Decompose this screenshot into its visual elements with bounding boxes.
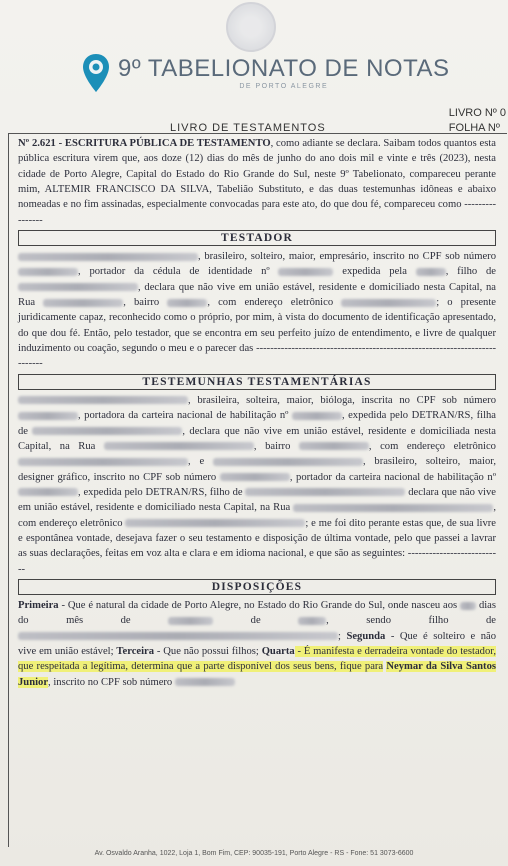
redacted-issuer: [416, 268, 446, 276]
redacted-heir-cpf: [175, 678, 235, 686]
redacted-witness1-street: [104, 442, 254, 450]
notary-logo: [82, 46, 449, 100]
redacted-witness1-parents: [32, 427, 182, 435]
clause-segunda: Segunda: [346, 630, 386, 642]
redacted-street: [43, 299, 123, 307]
highlighted-bequest: - É manifesta e derradeira vontade do testador, que respeitada a legítima, determina que a parte disponível dos seus bens, fique para: [18, 645, 496, 673]
redacted-witness1-name: [18, 396, 188, 404]
redacted-testator-parents: [18, 632, 338, 640]
redacted-witness1-cnh: [292, 412, 342, 420]
redacted-name: [18, 253, 198, 261]
book-number: LIVRO Nº 0: [448, 107, 506, 119]
section-disposicoes: DISPOSIÇÕES: [18, 579, 496, 595]
testador-paragraph: , brasileiro, solteiro, maior, empresário, inscrito no CPF sob número , portador da cédula de identidade nº expedida pela , filho de , declara que não vive em união estável, residente e domiciliado nesta Capital, na Rua , bairro , com endereço eletrônico ; o presente juridicamente capaz, reconhecido como o próprio, por mim, à vista do documento de identificação apresentado, do que dou fé. Então, pelo testador, que se encontra em seu perfeito juízo de entendimento, e livre de qualquer induzimento ou coação, segundo o meu e o parecer das ---------------------------------------------------------------------------: [18, 251, 496, 370]
deed-text: [18, 136, 496, 690]
testemunhas-paragraph: , brasileira, solteira, maior, bióloga, inscrita no CPF sob número , portadora da carteira nacional de habilitação nº , expedida pelo DETRAN/RS, filha de , declara que não vive em união estável, residente e domiciliada nesta Capital, na Rua , bairro , com endereço eletrônico , e , brasileiro, solteiro, maior, designer gráfico, inscrito no CPF sob número , portador da carteira nacional de habilitação nº , expedida pelo DETRAN/RS, filho de declara que não vive em união estável, residente e domiciliado nesta Capital, na Rua , com endereço eletrônico ; e me foi dito perante estas que, de sua livre e espontânea vontade, desejava fazer o seu testamento e disposição de última vontade, pelo que passei a lavrar as suas declarações, feitas em voz alta e clara e em idioma nacional, e que são as seguintes: ---------------------------: [18, 394, 497, 575]
deed-number: Nº 2.621 - ESCRITURA PÚBLICA DE TESTAMENTO: [18, 138, 271, 149]
redacted-birth-day: [460, 602, 476, 610]
heir-name: Neymar da Silva Santos Junior: [18, 661, 496, 688]
redacted-id: [278, 268, 333, 276]
disposicoes-paragraph: Primeira - Que é natural da cidade de Porto Alegre, no Estado do Rio Grande do Sul, onde nasceu aos dias do mês de de , sendo filho de ; Segunda - Que é solteiro e não vive em união estável; Terceira - Que não possui filhos; Quarta - É manifesta e derradeira vontade do testador, que respeitada a legítima, determina que a parte disponível dos seus bens, fique para Neymar da Silva Santos Junior, inscrito no CPF sob número: [18, 599, 497, 688]
redacted-birth-month: [168, 617, 213, 625]
notary-name: 9º TABELIONATO DE NOTAS: [118, 54, 450, 82]
redacted-witness2-cnh: [18, 488, 78, 496]
book-sheet-numbers: [449, 106, 506, 136]
redacted-email: [341, 299, 436, 307]
redacted-birth-year: [298, 617, 326, 625]
clause-quarta: Quarta: [261, 645, 295, 657]
redacted-witness2-cpf: [220, 473, 290, 481]
coat-of-arms-seal: [226, 2, 276, 52]
redacted-witness1-cpf: [18, 412, 78, 420]
location-pin-icon: [82, 53, 110, 93]
redacted-district: [167, 299, 207, 307]
intro-paragraph: Nº 2.621 - ESCRITURA PÚBLICA DE TESTAMENTO, como adiante se declara. Saibam todos quantos esta pública escritura virem que, aos doze (12) dias do mês de junho do ano dois mil e vinte e três (2023), nesta cidade de Porto Alegre, Capital do Estado do Rio Grande do Sul, neste 9º Tabelionato, compareceu perante mim, ALTEMIR FRANCISCO DA SILVA, Tabelião Substituto, e das duas testemunhas idôneas e abaixo nomeadas e no fim assinadas, especialmente convocadas para este ato, do que dou fé, compareceu como ----------------: [18, 138, 496, 226]
redacted-witness2-name: [213, 458, 363, 466]
redacted-parents: [18, 283, 138, 291]
redacted-cpf: [18, 268, 78, 276]
redacted-witness2-parents: [245, 488, 405, 496]
clause-terceira: Terceira: [116, 645, 155, 657]
redacted-witness1-district: [299, 442, 369, 450]
section-testador: TESTADOR: [18, 230, 496, 246]
footer-address: Av. Osvaldo Aranha, 1022, Loja 1, Bom Fim, CEP: 90035-191, Porto Alegre - RS - Fone: 51 3073-6600: [94, 850, 414, 857]
book-title: LIVRO DE TESTAMENTOS: [170, 122, 326, 134]
clause-primeira: Primeira: [18, 599, 59, 611]
redacted-witness1-email: [18, 458, 188, 466]
redacted-witness2-email: [125, 519, 305, 527]
section-testemunhas: TESTEMUNHAS TESTAMENTÁRIAS: [18, 374, 496, 390]
notary-city: DE PORTO ALEGRE: [239, 82, 329, 90]
redacted-witness2-street: [293, 504, 493, 512]
sheet-number: FOLHA Nº: [448, 122, 500, 134]
